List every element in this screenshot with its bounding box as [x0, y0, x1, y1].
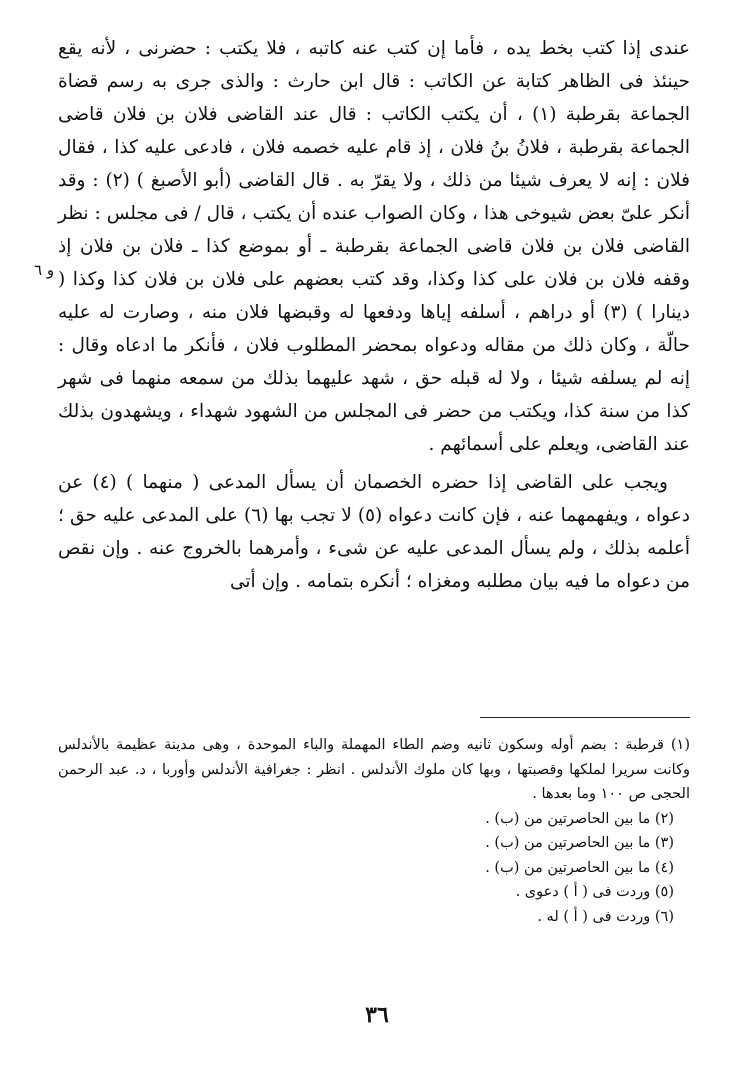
- main-text: [58, 32, 690, 598]
- footnotes: [58, 733, 690, 929]
- footnote-text: (٤) ما بين الحاصرتين من (ب) .: [485, 859, 674, 876]
- footnote: [58, 831, 690, 856]
- folio-margin-note: و ٦: [34, 261, 55, 279]
- footnote-text: (٥) وردت فى ( أ ) دعوى .: [515, 884, 674, 900]
- footnote: [58, 856, 690, 881]
- paragraph: عندى إذا كتب بخط يده ، فأما إن كتب عنه كاتبه ، فلا يكتب : حضرنى ، لأنه يقع حينئذ فى الظاهر كتابة عن الكاتب : قال ابن حارث : والذى جرى به رسم قضاة الجماعة بقرطبة (١) ، أن يكتب الكاتب : قال عند القاضى فلان بن فلان قاضى الجماعة بقرطبة ، فلانُ بنُ فلان ، إذ قام عليه خصمه فلان ، فادعى عليه كذا ، فقال فلان : إنه لا يعرف شيئا من ذلك ، ولا يقرّ به . قال القاضى (أبو الأصبغ ) (٢) : وقد أنكر علىّ بعض شيوخى هذا ، وكان الصواب عنده أن يكتب ، قال / فى مجلس : نظر القاضى فلان بن فلان قاضى الجماعة بقرطبة ـ أو بموضع كذا ـ فلان بن فلان إذ وقفه فلان بن فلان على كذا وكذا، وقد كتب بعضهم على فلان بن فلان كذا وكذا ( دينارا ) (٣) أو دراهم ، أسلفه إياها ودفعها له وقبضها فلان منه ، وصارت له عليه حالّة ، وكان ذلك من مقاله ودعواه بمحضر المطلوب فلان ، فأنكر ما ادعاه وقال : إنه لم يسلفه شيئا ، ولا له قبله حق ، شهد عليهما بذلك من سمعه منهما فى شهر كذا من سنة كذا، ويكتب من حضر فى المجلس من الشهود شهداء ، ويشهدون بذلك عند القاضى، ويعلم على أسمائهم .: [58, 38, 690, 455]
- footnote: [58, 807, 690, 832]
- footnote-text: (١) قرطبة : بضم أوله وسكون ثانيه وضم الطاء المهملة والباء الموحدة ، وهى مدينة عظيمة بالأندلس وكانت سريرا لملكها وقصبتها ، وبها كان ملوك الأندلس . انظر : جغرافية الأندلس وأوربا ، د. عبد الرحمن الحجى ص ١٠٠ وما بعدها .: [58, 737, 690, 802]
- footnote: [58, 905, 690, 930]
- footnote: [58, 880, 690, 905]
- footnote-text: (٢) ما بين الحاصرتين من (ب) .: [485, 810, 674, 827]
- footnote-text: (٦) وردت فى ( أ ) له .: [537, 908, 674, 925]
- footnote: [58, 733, 690, 807]
- paragraph: ويجب على القاضى إذا حضره الخصمان أن يسأل المدعى ( منهما ) (٤) عن دعواه ، ويفهمهما عنه ، فإن كانت دعواه (٥) لا تجب بها (٦) على المدعى عليه حق ؛ أعلمه بذلك ، ولم يسأل المدعى عليه عن شىء ، وأمرهما بالخروج عنه . وإن نقص من دعواه ما فيه بيان مطلبه ومغزاه ؛ أنكره بتمامه . وإن أتى: [58, 472, 690, 592]
- footnote-text: (٣) ما بين الحاصرتين من (ب) .: [485, 835, 674, 851]
- footnote-separator: [480, 717, 690, 718]
- page-number: ٣٦: [365, 1002, 389, 1028]
